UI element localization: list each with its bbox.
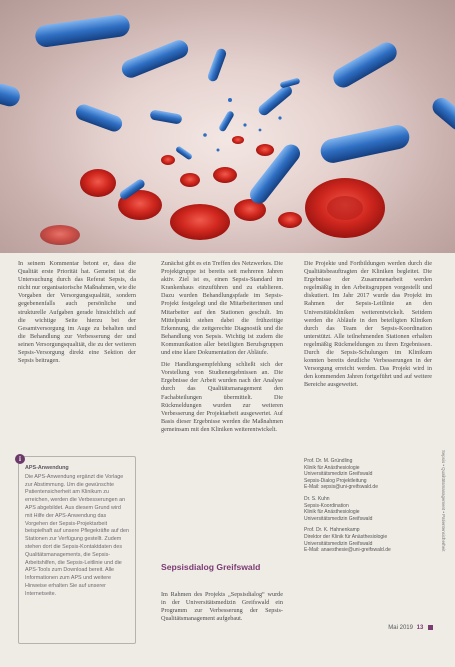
text-column-1 xyxy=(18,260,136,369)
author-line: Universitätsmedizin Greifswald xyxy=(304,515,373,522)
author-line: Universitätsmedizin Greifswald xyxy=(304,471,373,478)
bacteria-blood-cells-image xyxy=(0,0,455,253)
vertical-margin-text xyxy=(438,450,448,560)
author-name: Dr. S. Kuhn xyxy=(304,495,330,502)
author-group xyxy=(304,527,432,553)
bacteria-illustration xyxy=(0,0,455,253)
info-icon: i xyxy=(15,454,25,464)
author-name: Prof. Dr. K. Hahnenkamp xyxy=(304,527,360,534)
magazine-issue: Mai 2019 xyxy=(388,625,413,632)
aps-box-title: APS-Anwendung xyxy=(25,465,69,471)
author-group xyxy=(304,458,432,491)
author-name: Prof. Dr. M. Gründling xyxy=(304,458,353,464)
text-column-3 xyxy=(304,260,432,394)
page-marker-icon xyxy=(428,625,433,630)
author-line: Klinik für Anästhesiologie xyxy=(304,509,360,516)
aps-info-box xyxy=(18,456,136,644)
author-line: Universitätsmedizin Greifswald xyxy=(304,540,373,547)
author-line: Sepsis-Dialog Projektleitung xyxy=(304,477,367,484)
paragraph: In seinem Kommentar betont er, dass die Qualität erste Priorität hat. Gemeint ist die Untersuchung durch das Referat Sepsis, da nicht nur organisatorische Maßnahmen, wie die Vorgaben der Versorgungsqualität, sondern gegebenenfalls auch persönliche und strukturelle Aufgaben gerade hinsichtlich auf die wichtige Seite hierzu bei der Gesamtversorgung im Auge zu behalten und die Behandlung zur Verbesserung der und seinen Versorgungsqualität, die zu der weiteren Sepsis-Versorgung direkt eine Sektion der Sepsis beitragen. xyxy=(18,260,136,365)
author-info xyxy=(304,458,432,559)
section-text: Im Rahmen des Projekts „Sepsisdialog“ wurde in der Universitätsmedizin Greifswald ein Programm zur Verbesserung der Sepsis-Qualitätsmanagement aufgebaut. xyxy=(161,591,283,623)
side-label: Sepsis • Qualitätsmanagement • Patientensicherheit xyxy=(441,450,446,552)
author-email: E-Mail: anaesthesie@uni-greifswald.de xyxy=(304,547,391,554)
author-group xyxy=(304,496,432,522)
author-email: E-Mail: sepsis@uni-greifswald.de xyxy=(304,484,378,491)
aps-box-text: Die APS-Anwendung ergänzt die Vorlage zur Abstimmung. Um die gewünschte Patientensicherheit am Klinikum zu erreichen, werden die Verbesserungen an APS abgebildet. Aus diesem Grund wird mit Hilfe der APS-Anwendung das Vorgehen der Sepsis-Projektarbeit beispielhaft auf unsere Pflegekräfte auf den Stationen zur Verfügung gestellt. Zudem stehen dort die Sepsis-Kontaktdaten des Qualitätsmanagements, die Sepsis-Arbeitshilfen, die Sepsis-Leitlinie und die APS-Tools zum Download bereit. Alle Informationen zum APS und weitere Hinweise erhalten Sie auf unserer Internetseite. xyxy=(25,473,129,597)
author-line: Klinik für Anästhesiologie xyxy=(304,464,360,471)
page-footer xyxy=(388,625,433,631)
page-number: 13 xyxy=(416,625,424,632)
paragraph: Die Projekte und Fortbildungen werden durch die Qualitätsbeauftragten der Kliniken begleitet. Die Ergebnisse der Zusammenarbeit werden regelmäßig in den Arbeitsgruppen vorgestellt und diskutiert. Im Jahr 2017 wurde das Projekt im Rahmen der Sepsis-Leitlinie an den Universitätskliniken weiterentwickelt. Seitdem werden die Abläufe in den beteiligten Kliniken durch das Team der Sepsis-Koordination unterstützt. Alle teilnehmenden Stationen erhalten regelmäßig Rückmeldungen zu ihren Ergebnissen. Durch die Sepsis-Schulungen im Klinikum konnten bereits deutliche Verbesserungen in der Versorgung erreicht werden. Das Projekt wird in den kommenden Jahren fortgeführt und auf weitere Bereiche ausgeweitet. xyxy=(304,260,432,389)
author-line: Direktor der Klinik für Anästhesiologie xyxy=(304,533,388,540)
paragraph: Die Handlungsempfehlung schließt sich der Vorstellung von Studienergebnissen an. Die Ergebnisse der Arbeit wurden nach der Analyse durch das Qualitätsmanagement den Fachabteilungen übermittelt. Die Rückmeldungen wurden zur weiteren Verbesserung der Projektarbeit ausgewertet. Auf Basis dieser Ergebnisse werden die Maßnahmen gemeinsam mit den Kliniken weiterentwickelt. xyxy=(161,361,283,433)
paragraph: Zunächst gibt es ein Treffen des Netzwerkes. Die Projektgruppe ist bereits seit mehreren Jahren aktiv. Ziel ist es, einen Sepsis-Standard im Krankenhaus einzuführen und zu etablieren. Dazu wurden Behandlungspfade im Sepsis-Projekt festgelegt und die Mitarbeiterinnen und Mitarbeiter auf den Stationen geschult. Im Mittelpunkt stehen dabei die frühzeitige Erkennung, die zeitgerechte Diagnostik und die Behandlung von Sepsis. Wichtig ist zudem die Kommunikation aller beteiligten Berufsgruppen und eine klare Dokumentation der Abläufe. xyxy=(161,260,283,357)
section-heading: Sepsisdialog Greifswald xyxy=(161,562,261,572)
author-line: Sepsis-Koordination xyxy=(304,502,349,509)
text-column-2 xyxy=(161,260,283,438)
